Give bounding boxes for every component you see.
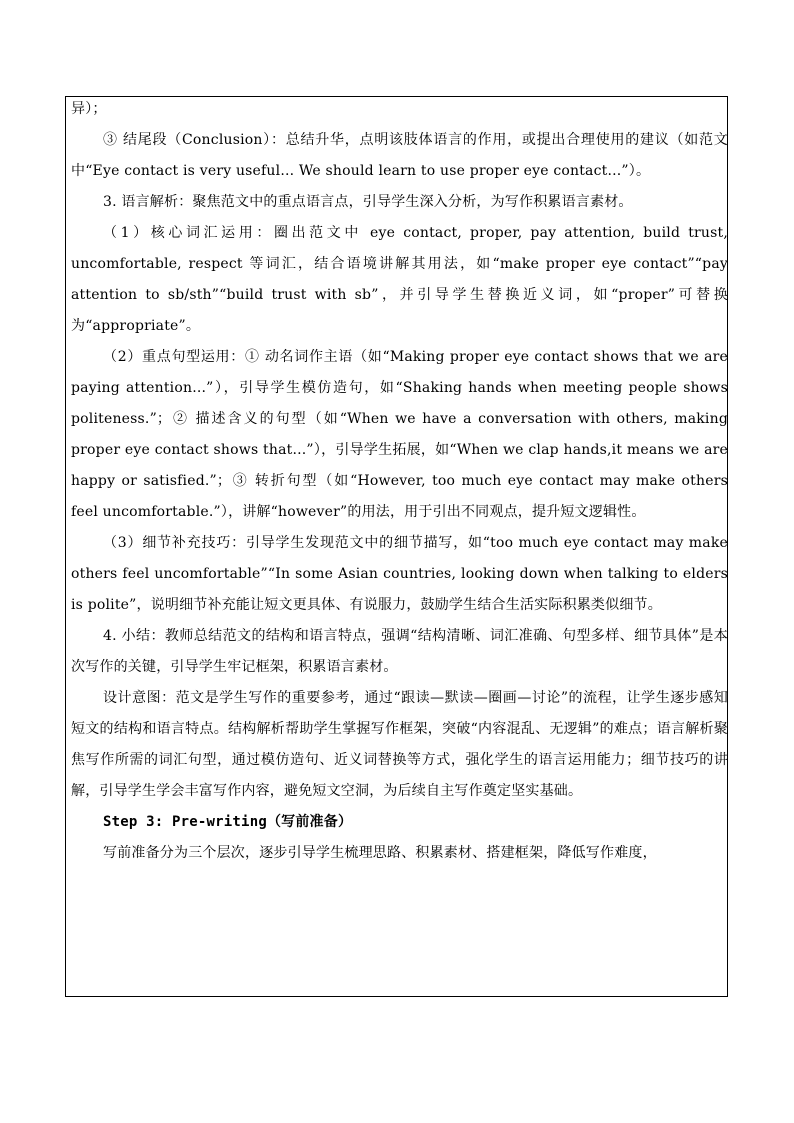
paragraph-detail-techniques: （3）细节补充技巧：引导学生发现范文中的细节描写，如“too much eye contact may make others feel uncomfortable”“In some Asian countries, looking down when talking to elders is polite”，说明细节补充能让短文更具体、有说服力，鼓励学生结合生活实际积累类似细节。 — [71, 535, 728, 613]
step-3-heading: Step 3: Pre-writing（写前准备） — [103, 814, 353, 830]
paragraph-key-sentence-patterns: （2）重点句型运用：① 动名词作主语（如“Making proper eye contact shows that we are paying attention...”），引导学生模仿造句，如“Shaking hands when meeting people shows politeness.”；② 描述含义的句型（如“When we have a conversation with others, making proper eye contact shows that...”），引导学生拓展，如“When we clap hands,it means we are happy or satisfied.”；③ 转折句型（如“However, too much eye contact may make others feel uncomfortable.”），讲解“however”的用法，用于引出不同观点，提升短文逻辑性。 — [71, 349, 728, 520]
paragraph-design-intent: 设计意图：范文是学生写作的重要参考，通过“跟读—默读—圈画—讨论”的流程，让学生逐步感知短文的结构和语言特点。结构解析帮助学生掌握写作框架，突破“内容混乱、无逻辑”的难点；语言解析聚焦写作所需的词汇句型，通过模仿造句、近义词替换等方式，强化学生的语言运用能力；细节技巧的讲解，引导学生学会丰富写作内容，避免短文空洞，为后续自主写作奠定坚实基础。 — [71, 690, 728, 799]
lesson-plan-content — [71, 94, 728, 869]
paragraph-pre-writing-intro: 写前准备分为三个层次，逐步引导学生梳理思路、积累素材、搭建框架，降低写作难度， — [103, 845, 657, 861]
paragraph-core-vocabulary: （1）核心词汇运用：圈出范文中 eye contact, proper, pay attention, build trust, uncomfortable, respect 等词汇，结合语境讲解其用法，如“make proper eye contact”“pay attention to sb/sth”“build trust with sb”，并引导学生替换近义词，如“proper”可替换为“appropriate”。 — [71, 225, 728, 334]
paragraph-summary: 4. 小结：教师总结范文的结构和语言特点，强调“结构清晰、词汇准确、句型多样、细节具体”是本次写作的关键，引导学生牢记框架，积累语言素材。 — [71, 628, 728, 675]
paragraph-conclusion-point: ③ 结尾段（Conclusion）：总结升华，点明该肢体语言的作用，或提出合理使用的建议（如范文中“Eye contact is very useful... We should learn to use proper eye contact...”）。 — [71, 132, 728, 179]
paragraph-continuation: 异）； — [71, 101, 107, 117]
paragraph-language-analysis: 3. 语言解析：聚焦范文中的重点语言点，引导学生深入分析，为写作积累语言素材。 — [103, 194, 633, 210]
